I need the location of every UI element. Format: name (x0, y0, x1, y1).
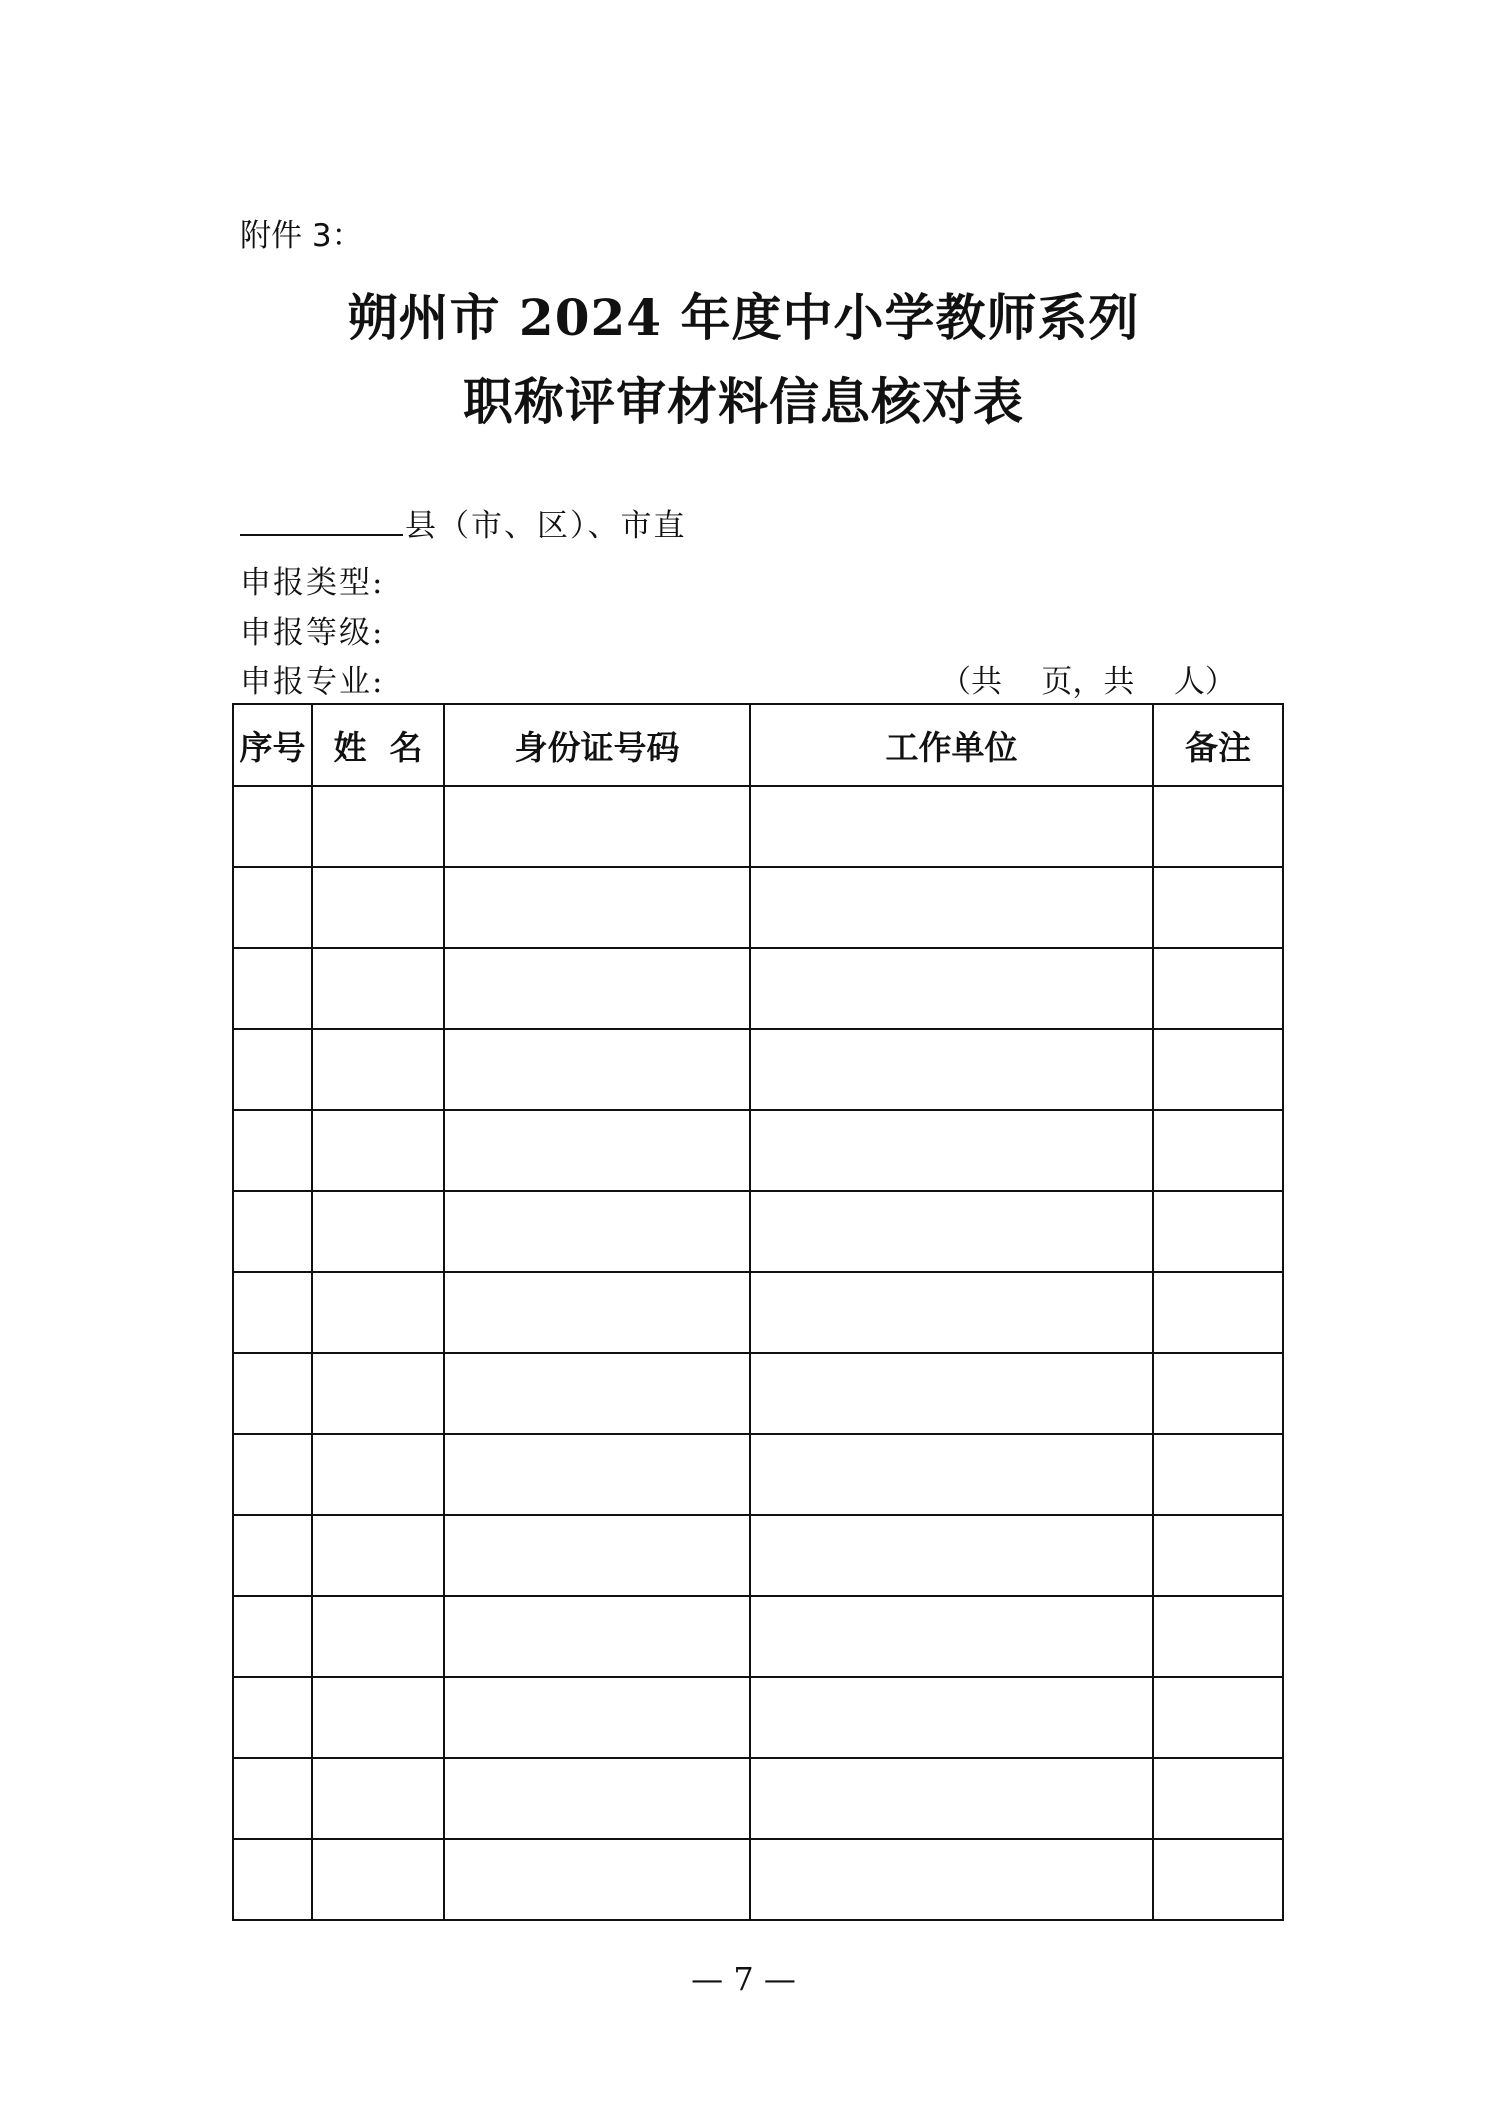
cell-name[interactable] (312, 1191, 444, 1272)
cell-name[interactable] (312, 1758, 444, 1839)
table-row (233, 1677, 1283, 1758)
table-row (233, 948, 1283, 1029)
cell-work-unit[interactable] (750, 1272, 1153, 1353)
document-title-line-2: 职称评审材料信息核对表 (463, 372, 1024, 431)
cell-work-unit[interactable] (750, 1677, 1153, 1758)
cell-work-unit[interactable] (750, 867, 1153, 948)
cell-name[interactable] (312, 1515, 444, 1596)
cell-id-number[interactable] (444, 1596, 750, 1677)
table-row (233, 1272, 1283, 1353)
header-name: 姓 名 (312, 704, 444, 786)
apply-level-label: 申报等级: (240, 615, 385, 651)
cell-work-unit[interactable] (750, 1434, 1153, 1515)
table-body (233, 786, 1283, 1920)
cell-serial[interactable] (233, 1758, 312, 1839)
document-title-line-1: 朔州市 2024 年度中小学教师系列 (347, 288, 1140, 347)
cell-remarks[interactable] (1153, 1677, 1283, 1758)
cell-remarks[interactable] (1153, 1272, 1283, 1353)
cell-name[interactable] (312, 1110, 444, 1191)
page-count-text: （共 页，共 人） (940, 664, 1236, 700)
attachment-label: 附件 3： (240, 218, 363, 254)
cell-remarks[interactable] (1153, 1839, 1283, 1920)
table-row (233, 1758, 1283, 1839)
cell-name[interactable] (312, 1677, 444, 1758)
cell-id-number[interactable] (444, 1272, 750, 1353)
county-blank-field[interactable] (240, 504, 403, 536)
cell-serial[interactable] (233, 1353, 312, 1434)
cell-id-number[interactable] (444, 1758, 750, 1839)
cell-serial[interactable] (233, 867, 312, 948)
cell-remarks[interactable] (1153, 1110, 1283, 1191)
cell-id-number[interactable] (444, 867, 750, 948)
cell-work-unit[interactable] (750, 1029, 1153, 1110)
cell-serial[interactable] (233, 1596, 312, 1677)
cell-remarks[interactable] (1153, 786, 1283, 867)
cell-work-unit[interactable] (750, 1110, 1153, 1191)
page-number: — 7 — (691, 1960, 796, 1998)
cell-name[interactable] (312, 1353, 444, 1434)
header-remarks: 备注 (1153, 704, 1283, 786)
cell-work-unit[interactable] (750, 1839, 1153, 1920)
cell-work-unit[interactable] (750, 1596, 1153, 1677)
cell-id-number[interactable] (444, 1839, 750, 1920)
cell-work-unit[interactable] (750, 1353, 1153, 1434)
cell-id-number[interactable] (444, 1434, 750, 1515)
cell-remarks[interactable] (1153, 867, 1283, 948)
apply-major-label: 申报专业: (240, 664, 385, 700)
cell-work-unit[interactable] (750, 786, 1153, 867)
table-row (233, 1434, 1283, 1515)
cell-name[interactable] (312, 1029, 444, 1110)
table-row (233, 1191, 1283, 1272)
cell-remarks[interactable] (1153, 1515, 1283, 1596)
apply-type-label: 申报类型: (240, 565, 385, 601)
cell-work-unit[interactable] (750, 1191, 1153, 1272)
cell-serial[interactable] (233, 1839, 312, 1920)
county-suffix: 县（市、区）、市直 (405, 508, 687, 544)
cell-remarks[interactable] (1153, 1758, 1283, 1839)
info-check-table (232, 703, 1284, 1921)
cell-name[interactable] (312, 1596, 444, 1677)
cell-remarks[interactable] (1153, 948, 1283, 1029)
header-work-unit: 工作单位 (750, 704, 1153, 786)
header-id-number: 身份证号码 (444, 704, 750, 786)
cell-serial[interactable] (233, 1515, 312, 1596)
cell-serial[interactable] (233, 1434, 312, 1515)
cell-remarks[interactable] (1153, 1191, 1283, 1272)
cell-serial[interactable] (233, 1272, 312, 1353)
cell-serial[interactable] (233, 1029, 312, 1110)
cell-name[interactable] (312, 948, 444, 1029)
cell-serial[interactable] (233, 786, 312, 867)
cell-id-number[interactable] (444, 948, 750, 1029)
table-row (233, 1839, 1283, 1920)
cell-serial[interactable] (233, 1110, 312, 1191)
cell-remarks[interactable] (1153, 1029, 1283, 1110)
table-row (233, 1029, 1283, 1110)
cell-work-unit[interactable] (750, 948, 1153, 1029)
table-row (233, 786, 1283, 867)
cell-remarks[interactable] (1153, 1353, 1283, 1434)
cell-id-number[interactable] (444, 1029, 750, 1110)
county-line (240, 500, 687, 545)
cell-id-number[interactable] (444, 1515, 750, 1596)
cell-remarks[interactable] (1153, 1596, 1283, 1677)
cell-work-unit[interactable] (750, 1758, 1153, 1839)
cell-serial[interactable] (233, 1677, 312, 1758)
cell-id-number[interactable] (444, 786, 750, 867)
cell-name[interactable] (312, 1272, 444, 1353)
table-row (233, 867, 1283, 948)
cell-id-number[interactable] (444, 1353, 750, 1434)
table-header-row (233, 704, 1283, 786)
table-row (233, 1353, 1283, 1434)
cell-name[interactable] (312, 1434, 444, 1515)
cell-name[interactable] (312, 786, 444, 867)
header-serial: 序号 (233, 704, 312, 786)
cell-name[interactable] (312, 867, 444, 948)
cell-id-number[interactable] (444, 1677, 750, 1758)
cell-serial[interactable] (233, 948, 312, 1029)
table-row (233, 1596, 1283, 1677)
table-row (233, 1515, 1283, 1596)
cell-serial[interactable] (233, 1191, 312, 1272)
cell-id-number[interactable] (444, 1110, 750, 1191)
cell-work-unit[interactable] (750, 1515, 1153, 1596)
cell-remarks[interactable] (1153, 1434, 1283, 1515)
cell-name[interactable] (312, 1839, 444, 1920)
cell-id-number[interactable] (444, 1191, 750, 1272)
table-row (233, 1110, 1283, 1191)
